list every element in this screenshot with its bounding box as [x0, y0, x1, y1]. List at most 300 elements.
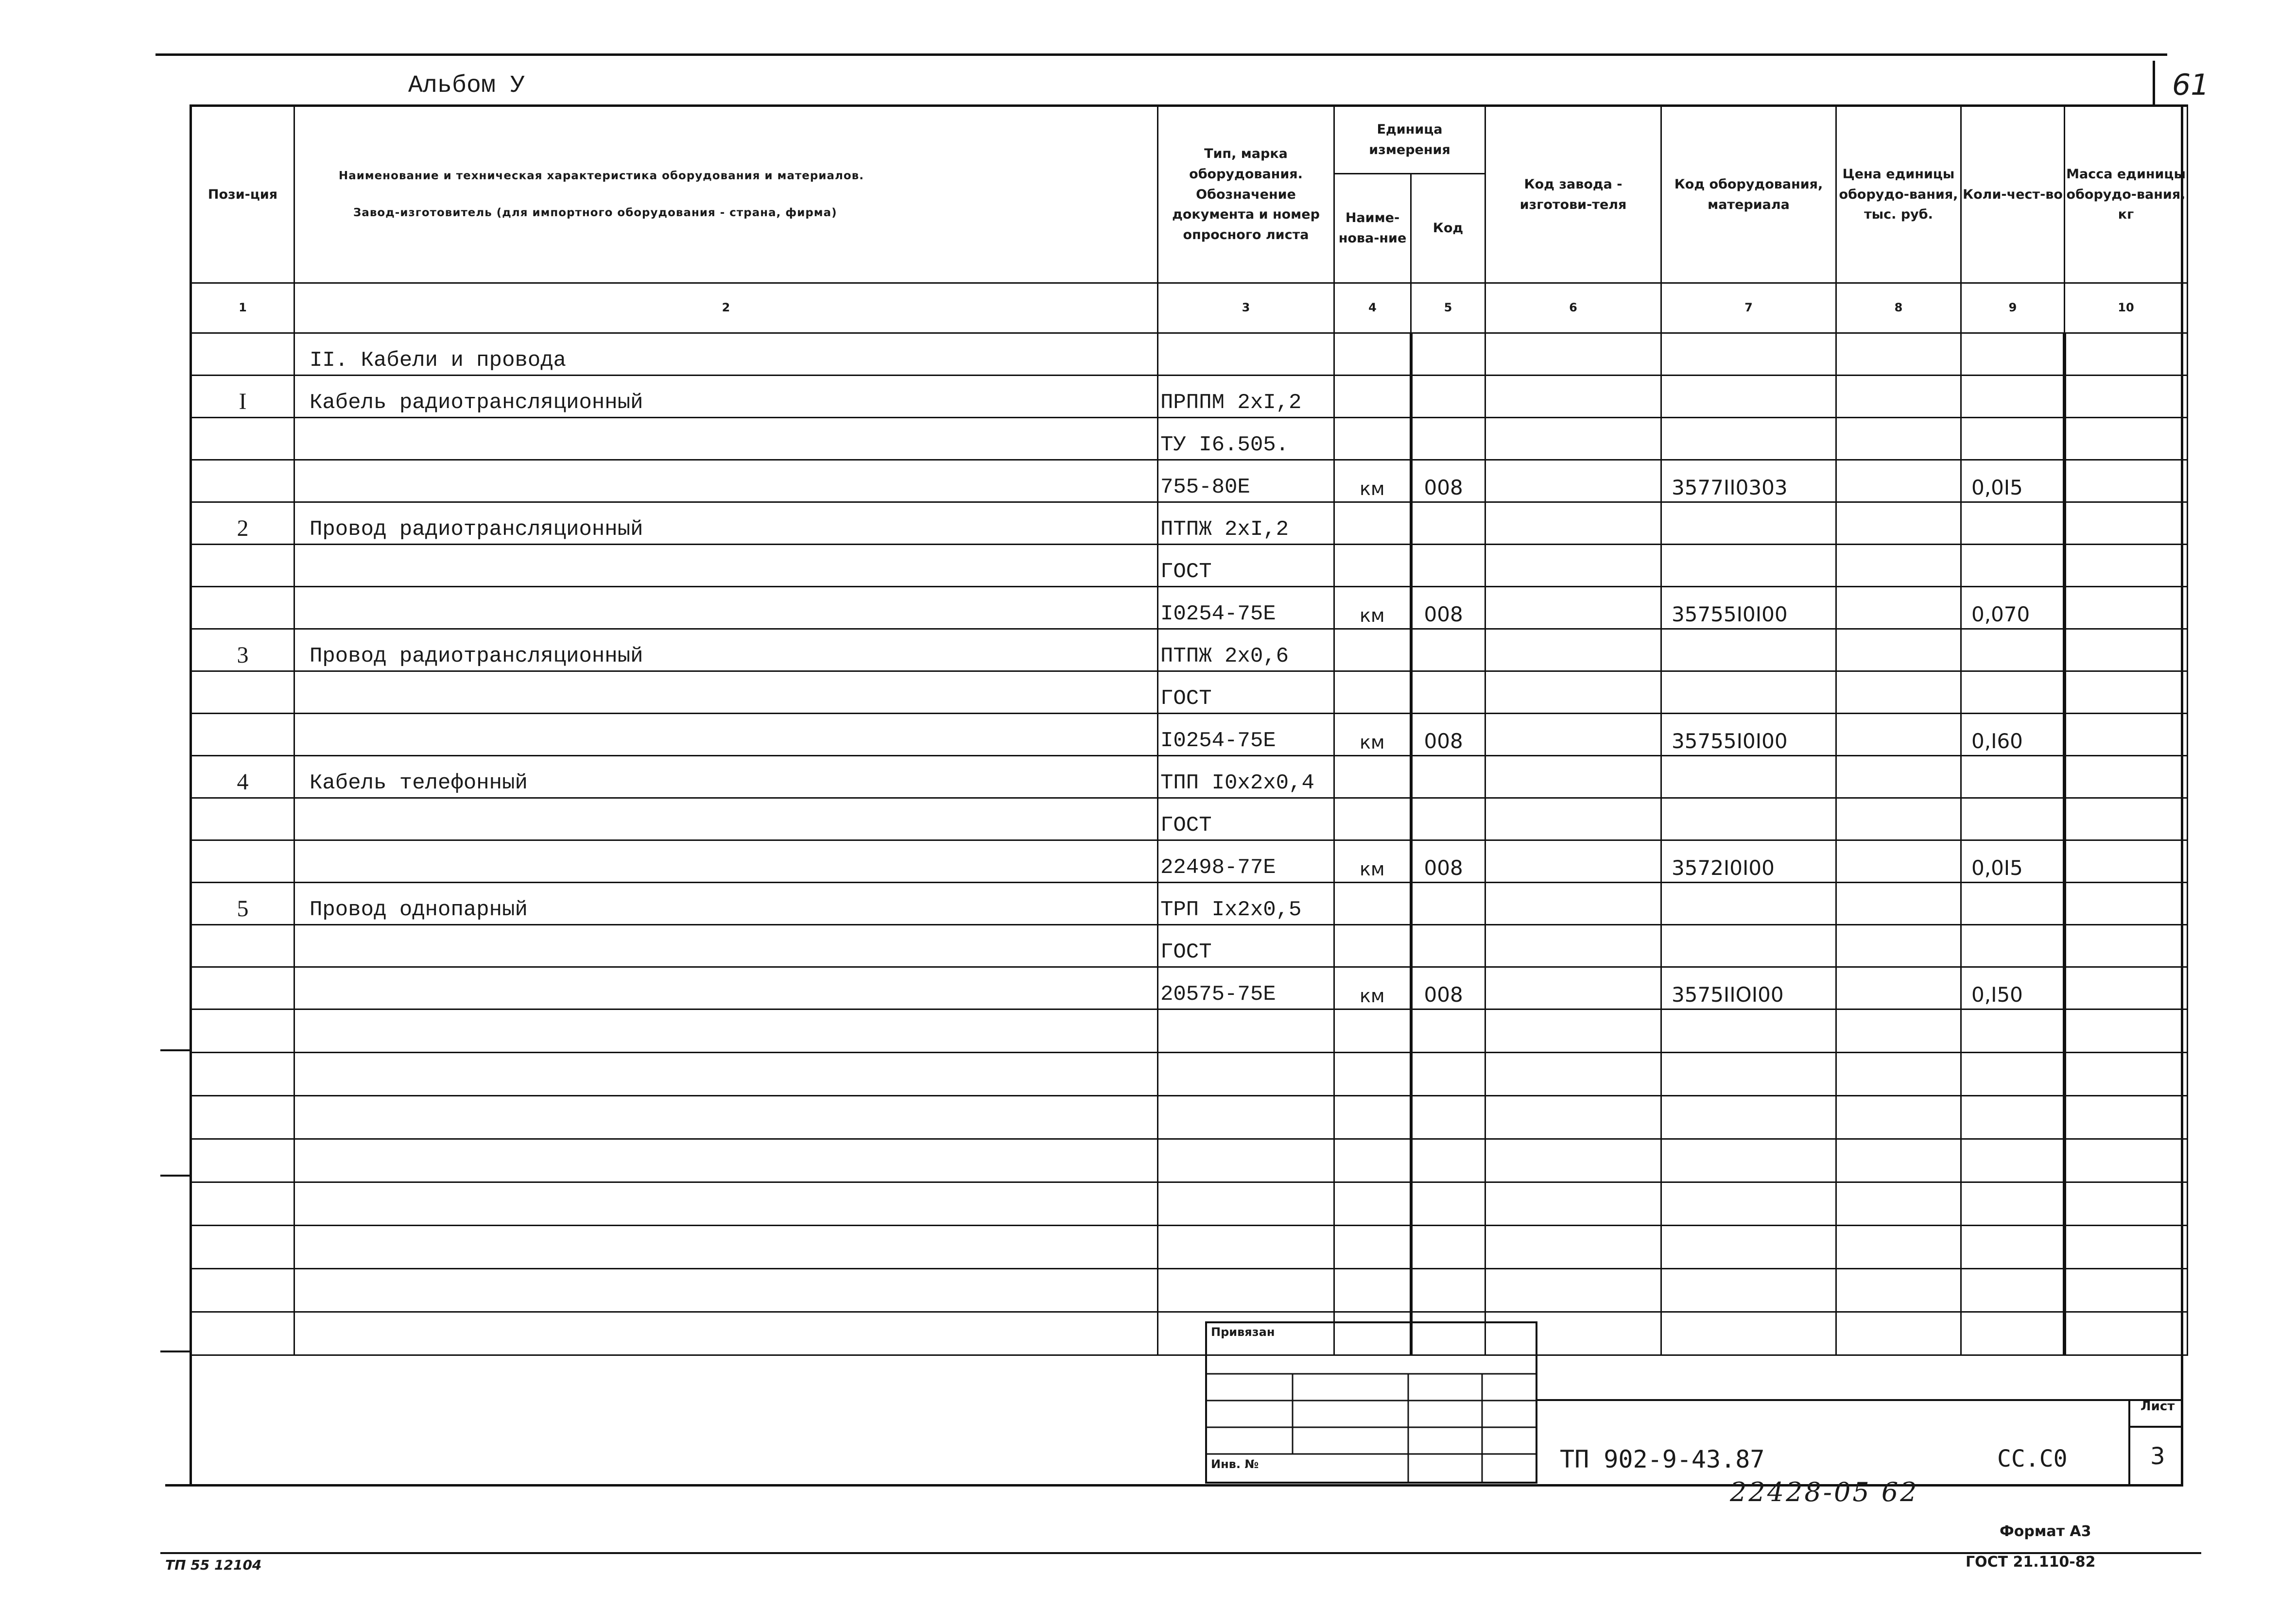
row-name — [294, 1182, 1158, 1226]
row-position — [191, 1269, 294, 1312]
col-header-quantity: Коли-чест-во — [1961, 106, 2065, 283]
specification-table — [190, 104, 2188, 1356]
margin-tick — [160, 1351, 190, 1352]
handwritten-archive-number: 22428-05 62 — [1730, 1477, 1919, 1507]
row-quantity: 0,I50 — [1961, 967, 2065, 1009]
row-name — [294, 1226, 1158, 1269]
row-name — [294, 925, 1158, 967]
row-mass — [2065, 840, 2188, 883]
row-mass — [2065, 1226, 2188, 1269]
row-type-designation: I0254-75Е — [1158, 587, 1334, 629]
row-position: 4 — [191, 756, 294, 798]
row-quantity — [1961, 798, 2065, 840]
row-unit-name — [1334, 798, 1411, 840]
row-name — [294, 418, 1158, 460]
row-unit-code — [1411, 1053, 1485, 1096]
row-position — [191, 587, 294, 629]
row-position — [191, 798, 294, 840]
col-header-unit-code: Код — [1411, 174, 1485, 283]
col-header-maker-code: Код завода - изготови-теля — [1485, 106, 1661, 283]
row-maker-code — [1485, 798, 1661, 840]
table-row — [191, 460, 2188, 502]
row-maker-code — [1485, 925, 1661, 967]
row-position — [191, 545, 294, 587]
empty-row — [191, 1182, 2188, 1226]
col-header-position: Пози-ция — [191, 106, 294, 283]
inventory-stamp: ТП 55 12104 — [165, 1557, 262, 1573]
row-unit-name — [1334, 1009, 1411, 1053]
row-material-code — [1661, 798, 1836, 840]
row-position — [191, 1312, 294, 1355]
document-code: ТП 902-9-43.87 — [1560, 1445, 1765, 1473]
row-material-code — [1661, 1226, 1836, 1269]
table-row — [191, 545, 2188, 587]
row-quantity — [1961, 376, 2065, 418]
table-row — [191, 502, 2188, 545]
row-unit-code — [1411, 671, 1485, 714]
row-quantity — [1961, 1312, 2065, 1355]
col-header-material-code: Код оборудования, материала — [1661, 106, 1836, 283]
row-mass — [2065, 756, 2188, 798]
row-maker-code — [1485, 1053, 1661, 1096]
empty-row — [191, 1096, 2188, 1139]
col-header-unit-group: Единица измерения — [1334, 106, 1485, 174]
row-name — [294, 671, 1158, 714]
row-type-designation: ГОСТ — [1158, 671, 1334, 714]
row-name: Провод радиотрансляционный — [294, 502, 1158, 545]
row-maker-code — [1485, 1009, 1661, 1053]
approval-label: Привязан — [1211, 1325, 1275, 1339]
row-position — [191, 1226, 294, 1269]
row-position: I — [191, 376, 294, 418]
row-material-code — [1661, 629, 1836, 671]
col-header-type: Тип, марка оборудования. Обозначение документа и номер опросного листа — [1158, 106, 1334, 283]
row-name: Кабель телефонный — [294, 756, 1158, 798]
row-price — [1836, 1269, 1961, 1312]
row-name — [294, 714, 1158, 756]
row-name — [294, 967, 1158, 1009]
row-unit-code — [1411, 1009, 1485, 1053]
row-name — [294, 798, 1158, 840]
row-price — [1836, 1053, 1961, 1096]
row-material-code: 3575IIOI00 — [1661, 967, 1836, 1009]
table-row — [191, 629, 2188, 671]
row-unit-name — [1334, 1139, 1411, 1182]
row-unit-code: 008 — [1411, 714, 1485, 756]
row-price — [1836, 418, 1961, 460]
row-maker-code — [1485, 545, 1661, 587]
frame-right-border — [2181, 107, 2183, 1487]
row-unit-code: 008 — [1411, 587, 1485, 629]
sheet-number: 3 — [2150, 1443, 2165, 1470]
row-unit-name: км — [1334, 714, 1411, 756]
row-material-code — [1661, 376, 1836, 418]
row-position — [191, 671, 294, 714]
row-quantity — [1961, 925, 2065, 967]
row-position — [191, 333, 294, 376]
row-price — [1836, 883, 1961, 925]
album-label: Альбом У — [408, 72, 525, 100]
row-unit-name — [1334, 1053, 1411, 1096]
row-price — [1836, 967, 1961, 1009]
row-name: Провод однопарный — [294, 883, 1158, 925]
sheet-label: Лист — [2141, 1399, 2175, 1414]
row-material-code: 3572I0I00 — [1661, 840, 1836, 883]
row-mass — [2065, 925, 2188, 967]
row-mass — [2065, 418, 2188, 460]
row-name — [294, 1312, 1158, 1355]
row-unit-name: км — [1334, 840, 1411, 883]
col-number: 3 — [1158, 283, 1334, 333]
col-number: 5 — [1411, 283, 1485, 333]
col-number: 6 — [1485, 283, 1661, 333]
row-unit-name — [1334, 756, 1411, 798]
row-unit-name: км — [1334, 587, 1411, 629]
row-maker-code — [1485, 376, 1661, 418]
row-quantity: 0,0I5 — [1961, 840, 2065, 883]
row-mass — [2065, 714, 2188, 756]
row-position: 5 — [191, 883, 294, 925]
row-mass — [2065, 671, 2188, 714]
row-unit-name: км — [1334, 460, 1411, 502]
row-type-designation: 755-80Е — [1158, 460, 1334, 502]
row-price — [1836, 925, 1961, 967]
row-material-code — [1661, 1053, 1836, 1096]
row-material-code — [1661, 1009, 1836, 1053]
row-name — [294, 587, 1158, 629]
row-maker-code — [1485, 460, 1661, 502]
row-name — [294, 460, 1158, 502]
row-name — [294, 1009, 1158, 1053]
col-number: 4 — [1334, 283, 1411, 333]
row-unit-name — [1334, 1269, 1411, 1312]
row-mass — [2065, 1269, 2188, 1312]
margin-tick — [160, 1049, 190, 1051]
row-unit-name — [1334, 883, 1411, 925]
top-sheet-number: 61 — [2172, 68, 2210, 102]
margin-tick — [160, 1175, 190, 1177]
row-maker-code — [1485, 1226, 1661, 1269]
row-position — [191, 714, 294, 756]
row-maker-code — [1485, 587, 1661, 629]
row-type-designation: ГОСТ — [1158, 545, 1334, 587]
row-unit-code: 008 — [1411, 460, 1485, 502]
footer-rule — [160, 1552, 2201, 1554]
table-row — [191, 714, 2188, 756]
row-price — [1836, 798, 1961, 840]
row-mass — [2065, 1139, 2188, 1182]
row-type-designation: ГОСТ — [1158, 798, 1334, 840]
empty-row — [191, 1053, 2188, 1096]
row-quantity — [1961, 1269, 2065, 1312]
sheet-cell-divider — [2128, 1399, 2130, 1484]
row-position — [191, 967, 294, 1009]
col-number: 7 — [1661, 283, 1836, 333]
specification-body — [191, 333, 2188, 1355]
row-maker-code — [1485, 1269, 1661, 1312]
row-position: 2 — [191, 502, 294, 545]
row-unit-name — [1334, 333, 1411, 376]
col-number: 1 — [191, 283, 294, 333]
row-type-designation — [1158, 1009, 1334, 1053]
row-material-code: 35755I0I00 — [1661, 587, 1836, 629]
row-mass — [2065, 460, 2188, 502]
row-unit-name — [1334, 1182, 1411, 1226]
row-price — [1836, 460, 1961, 502]
row-maker-code — [1485, 1139, 1661, 1182]
row-unit-code — [1411, 925, 1485, 967]
col-header-unit-name: Наиме-нова-ние — [1334, 174, 1411, 283]
row-unit-code: 008 — [1411, 967, 1485, 1009]
row-quantity — [1961, 502, 2065, 545]
row-mass — [2065, 967, 2188, 1009]
row-name — [294, 840, 1158, 883]
row-quantity — [1961, 756, 2065, 798]
row-unit-name: км — [1334, 967, 1411, 1009]
row-mass — [2065, 545, 2188, 587]
row-quantity — [1961, 1053, 2065, 1096]
row-maker-code — [1485, 418, 1661, 460]
empty-row — [191, 1139, 2188, 1182]
row-mass — [2065, 1182, 2188, 1226]
row-material-code — [1661, 545, 1836, 587]
row-unit-name — [1334, 418, 1411, 460]
row-maker-code — [1485, 967, 1661, 1009]
table-row — [191, 418, 2188, 460]
row-unit-name — [1334, 376, 1411, 418]
row-type-designation: ТРП Iх2х0,5 — [1158, 883, 1334, 925]
row-type-designation: ПРППМ 2хI,2 — [1158, 376, 1334, 418]
row-mass — [2065, 1312, 2188, 1355]
row-type-designation — [1158, 1182, 1334, 1226]
col-header-price: Цена единицы оборудо-вания, тыс. руб. — [1836, 106, 1961, 283]
row-quantity — [1961, 883, 2065, 925]
row-type-designation — [1158, 1096, 1334, 1139]
row-maker-code — [1485, 883, 1661, 925]
row-quantity: 0,0I5 — [1961, 460, 2065, 502]
empty-row — [191, 1226, 2188, 1269]
table-row — [191, 376, 2188, 418]
row-type-designation — [1158, 1226, 1334, 1269]
col-header-mass: Масса единицы оборудо-вания, кг — [2065, 106, 2188, 283]
row-type-designation: ТПП I0х2х0,4 — [1158, 756, 1334, 798]
row-mass — [2065, 1053, 2188, 1096]
row-quantity — [1961, 1182, 2065, 1226]
table-row — [191, 333, 2188, 376]
row-unit-name — [1334, 671, 1411, 714]
row-name — [294, 1096, 1158, 1139]
row-quantity — [1961, 333, 2065, 376]
row-type-designation: ТУ I6.505. — [1158, 418, 1334, 460]
row-mass — [2065, 376, 2188, 418]
row-maker-code — [1485, 333, 1661, 376]
row-unit-code — [1411, 798, 1485, 840]
empty-row — [191, 1269, 2188, 1312]
row-name: Кабель радиотрансляционный — [294, 376, 1158, 418]
row-material-code — [1661, 1312, 1836, 1355]
col-header-name — [294, 106, 1158, 283]
row-name — [294, 545, 1158, 587]
row-unit-code — [1411, 502, 1485, 545]
row-type-designation — [1158, 1269, 1334, 1312]
row-position — [191, 460, 294, 502]
top-rule — [155, 53, 2167, 56]
row-unit-name — [1334, 545, 1411, 587]
col-header-name-line2: Завод-изготовитель (для импортного оборудования - страна, фирма) — [353, 206, 837, 219]
table-row — [191, 840, 2188, 883]
row-name — [294, 1139, 1158, 1182]
row-type-designation: ПТПЖ 2хI,2 — [1158, 502, 1334, 545]
row-mass — [2065, 502, 2188, 545]
row-quantity: 0,I60 — [1961, 714, 2065, 756]
row-unit-code — [1411, 1096, 1485, 1139]
col-number: 8 — [1836, 283, 1961, 333]
row-material-code — [1661, 756, 1836, 798]
row-unit-code — [1411, 333, 1485, 376]
row-price — [1836, 714, 1961, 756]
document-section: СС.С0 — [1997, 1445, 2068, 1472]
row-price — [1836, 1096, 1961, 1139]
col-number: 10 — [2065, 283, 2188, 333]
row-mass — [2065, 587, 2188, 629]
row-unit-code — [1411, 1269, 1485, 1312]
row-unit-name — [1334, 1226, 1411, 1269]
row-material-code — [1661, 1269, 1836, 1312]
row-unit-code — [1411, 418, 1485, 460]
row-mass — [2065, 1096, 2188, 1139]
row-type-designation: ГОСТ — [1158, 925, 1334, 967]
row-position: 3 — [191, 629, 294, 671]
row-mass — [2065, 629, 2188, 671]
row-unit-code — [1411, 545, 1485, 587]
row-quantity — [1961, 671, 2065, 714]
row-position — [191, 1139, 294, 1182]
row-mass — [2065, 798, 2188, 840]
row-material-code — [1661, 418, 1836, 460]
empty-row — [191, 1009, 2188, 1053]
row-price — [1836, 545, 1961, 587]
row-quantity — [1961, 1096, 2065, 1139]
row-price — [1836, 502, 1961, 545]
col-number: 2 — [294, 283, 1158, 333]
row-maker-code — [1485, 502, 1661, 545]
row-maker-code — [1485, 1096, 1661, 1139]
row-price — [1836, 333, 1961, 376]
row-mass — [2065, 333, 2188, 376]
row-unit-name — [1334, 629, 1411, 671]
row-unit-name — [1334, 925, 1411, 967]
row-position — [191, 925, 294, 967]
row-price — [1836, 1312, 1961, 1355]
row-type-designation — [1158, 1139, 1334, 1182]
row-price — [1836, 587, 1961, 629]
row-position — [191, 1009, 294, 1053]
row-type-designation: ПТПЖ 2х0,6 — [1158, 629, 1334, 671]
row-material-code — [1661, 502, 1836, 545]
row-position — [191, 1096, 294, 1139]
row-name: Провод радиотрансляционный — [294, 629, 1158, 671]
row-unit-code — [1411, 1182, 1485, 1226]
row-quantity — [1961, 1226, 2065, 1269]
row-name — [294, 1269, 1158, 1312]
row-quantity — [1961, 1009, 2065, 1053]
row-price — [1836, 756, 1961, 798]
row-unit-code: 008 — [1411, 840, 1485, 883]
row-position — [191, 1182, 294, 1226]
row-maker-code — [1485, 714, 1661, 756]
row-material-code — [1661, 1182, 1836, 1226]
gost-label: ГОСТ 21.110-82 — [1966, 1554, 2096, 1571]
row-quantity — [1961, 418, 2065, 460]
row-maker-code — [1485, 840, 1661, 883]
row-quantity — [1961, 545, 2065, 587]
row-mass — [2065, 1009, 2188, 1053]
row-mass — [2065, 883, 2188, 925]
format-label: Формат А3 — [2000, 1523, 2091, 1540]
row-price — [1836, 671, 1961, 714]
row-unit-code — [1411, 756, 1485, 798]
row-type-designation — [1158, 333, 1334, 376]
empty-row — [191, 1312, 2188, 1355]
row-type-designation: 22498-77Е — [1158, 840, 1334, 883]
row-material-code: 3577II0303 — [1661, 460, 1836, 502]
col-header-name-line1: Наименование и техническая характеристика оборудования и материалов. — [339, 169, 864, 182]
row-unit-code — [1411, 1226, 1485, 1269]
row-price — [1836, 840, 1961, 883]
row-name: II. Кабели и провода — [294, 333, 1158, 376]
inventory-number-label: Инв. № — [1211, 1457, 1259, 1471]
row-material-code — [1661, 1096, 1836, 1139]
table-row — [191, 967, 2188, 1009]
row-maker-code — [1485, 671, 1661, 714]
row-type-designation: I0254-75Е — [1158, 714, 1334, 756]
frame-left-border — [190, 1302, 192, 1487]
table-row — [191, 671, 2188, 714]
row-price — [1836, 1226, 1961, 1269]
table-row — [191, 798, 2188, 840]
row-unit-code — [1411, 883, 1485, 925]
row-material-code — [1661, 1139, 1836, 1182]
table-row — [191, 883, 2188, 925]
row-price — [1836, 1009, 1961, 1053]
table-row — [191, 587, 2188, 629]
row-type-designation — [1158, 1053, 1334, 1096]
row-price — [1836, 376, 1961, 418]
row-price — [1836, 1182, 1961, 1226]
table-row — [191, 756, 2188, 798]
row-material-code — [1661, 883, 1836, 925]
row-material-code — [1661, 333, 1836, 376]
row-price — [1836, 1139, 1961, 1182]
row-position — [191, 1053, 294, 1096]
row-unit-code — [1411, 376, 1485, 418]
row-quantity — [1961, 1139, 2065, 1182]
row-maker-code — [1485, 629, 1661, 671]
row-type-designation: 20575-75Е — [1158, 967, 1334, 1009]
row-maker-code — [1485, 1182, 1661, 1226]
row-price — [1836, 629, 1961, 671]
row-position — [191, 840, 294, 883]
row-material-code: 35755I0I00 — [1661, 714, 1836, 756]
row-material-code — [1661, 671, 1836, 714]
row-name — [294, 1053, 1158, 1096]
title-block-top-rule — [1536, 1399, 2182, 1401]
sheet-cell-rule — [2128, 1426, 2182, 1428]
row-unit-code — [1411, 1139, 1485, 1182]
row-maker-code — [1485, 756, 1661, 798]
row-quantity — [1961, 629, 2065, 671]
row-unit-code — [1411, 629, 1485, 671]
